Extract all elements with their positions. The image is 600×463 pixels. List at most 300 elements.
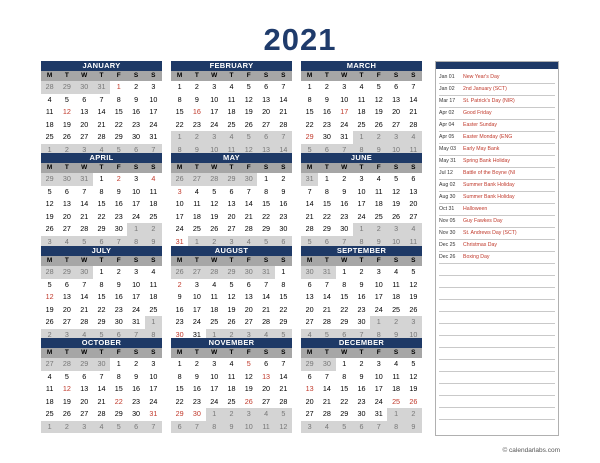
day-cell: 26 <box>45 224 54 233</box>
day-cell: 2 <box>324 82 329 91</box>
holiday-day: 16 <box>192 107 201 116</box>
holiday-date: Aug 02 <box>439 182 456 188</box>
weekday-label: T <box>64 164 69 171</box>
day-cell: 13 <box>305 292 314 301</box>
weekday-label: W <box>81 349 88 356</box>
day-cell: 6 <box>264 82 269 91</box>
day-cell: 15 <box>114 384 123 393</box>
day-cell: 11 <box>375 186 383 196</box>
overflow-day: 10 <box>206 144 223 157</box>
weekday-label: S <box>151 257 156 264</box>
weekday-label: W <box>211 72 218 79</box>
day-cell: 22 <box>114 119 123 129</box>
day-cell: 20 <box>80 119 89 129</box>
weekday-label: T <box>99 257 104 264</box>
overflow-day: 26 <box>171 266 188 279</box>
overflow-day: 2 <box>387 316 404 329</box>
day-cell: 13 <box>392 94 401 104</box>
day-cell: 3 <box>134 267 139 276</box>
day-cell: 6 <box>394 82 399 91</box>
weekday-header <box>41 256 162 266</box>
overflow-day: 4 <box>257 408 274 421</box>
day-cell: 15 <box>114 107 123 116</box>
overflow-day: 30 <box>240 266 257 279</box>
weekday-label: S <box>263 72 269 79</box>
overflow-day: 1 <box>370 316 387 329</box>
weekday-label: M <box>306 72 313 79</box>
day-cell: 7 <box>99 371 104 381</box>
day-cell: 20 <box>62 304 71 314</box>
overflow-day: 11 <box>257 421 274 434</box>
holiday-row <box>439 180 555 192</box>
weekday-label: F <box>116 164 121 171</box>
holiday-row <box>439 156 555 168</box>
day-cell: 20 <box>227 211 236 221</box>
overflow-day: 9 <box>405 421 422 434</box>
weekday-label: M <box>46 349 53 356</box>
holiday-row <box>439 144 555 156</box>
day-cell: 2 <box>342 174 347 183</box>
day-cell: 20 <box>262 107 271 116</box>
day-cell: 26 <box>374 119 383 129</box>
day-cell: 5 <box>376 82 381 91</box>
holiday-date: Jan 02 <box>439 86 455 92</box>
weekday-header <box>41 348 162 358</box>
blank-note-line <box>439 347 555 348</box>
day-cell: 18 <box>210 304 219 314</box>
month-november <box>171 338 292 433</box>
day-cell: 9 <box>134 94 139 104</box>
overflow-day: 7 <box>145 421 162 434</box>
weekday-label: T <box>194 257 199 264</box>
day-cell: 24 <box>149 119 158 129</box>
month-name: JANUARY <box>41 61 162 71</box>
weekday-label: T <box>324 164 329 171</box>
day-cell: 10 <box>132 186 141 196</box>
day-cell: 25 <box>149 211 158 221</box>
day-cell: 1 <box>177 359 182 368</box>
blank-note-line <box>439 287 555 288</box>
month-name: JUNE <box>301 153 422 163</box>
day-cell: 31 <box>192 329 201 339</box>
day-cell: 13 <box>62 292 71 301</box>
blank-note-line <box>439 383 555 384</box>
day-cell: 10 <box>175 199 184 208</box>
day-cell: 3 <box>212 359 217 368</box>
day-cell: 28 <box>80 224 89 233</box>
holiday-row <box>439 228 555 240</box>
day-cell: 28 <box>409 119 418 129</box>
day-cell: 23 <box>192 119 201 129</box>
holiday-day: 13 <box>305 384 314 393</box>
day-cell: 23 <box>357 304 366 314</box>
holiday-day: 22 <box>114 396 123 406</box>
day-cell: 29 <box>322 224 331 233</box>
day-cell: 5 <box>47 279 52 289</box>
day-cell: 12 <box>392 186 401 196</box>
holiday-day: 2 <box>177 279 182 289</box>
holiday-row <box>439 120 555 132</box>
day-cell: 16 <box>357 292 366 301</box>
day-cell: 9 <box>116 186 121 196</box>
overflow-day: 5 <box>257 236 274 249</box>
day-cell: 19 <box>244 384 253 393</box>
day-cell: 19 <box>45 304 54 314</box>
day-cell: 9 <box>134 371 139 381</box>
overflow-day: 27 <box>188 266 205 279</box>
holiday-day: 26 <box>409 396 418 406</box>
holiday-day: 12 <box>45 292 54 301</box>
day-cell: 28 <box>262 317 271 326</box>
holiday-day: 17 <box>340 107 349 116</box>
overflow-day: 1 <box>188 236 205 249</box>
day-cell: 21 <box>279 384 288 393</box>
weekday-label: F <box>376 164 381 171</box>
overflow-day: 4 <box>76 329 93 342</box>
day-cell: 6 <box>411 174 416 183</box>
day-cell: 26 <box>210 224 219 233</box>
day-cell: 24 <box>149 396 158 406</box>
day-cell: 20 <box>305 304 314 314</box>
overflow-day: 2 <box>223 408 240 421</box>
day-cell: 19 <box>210 211 219 221</box>
overflow-day: 7 <box>127 329 144 342</box>
day-cell: 14 <box>305 199 314 208</box>
overflow-day: 7 <box>336 144 353 157</box>
day-grid <box>41 81 162 156</box>
day-cell: 26 <box>45 317 54 326</box>
month-march <box>301 61 422 156</box>
weekday-label: M <box>306 164 313 171</box>
day-cell: 30 <box>132 409 141 418</box>
day-cell: 15 <box>322 199 331 208</box>
day-cell: 21 <box>322 396 331 406</box>
day-cell: 17 <box>374 292 383 301</box>
day-cell: 26 <box>409 304 418 314</box>
day-cell: 27 <box>62 317 71 326</box>
day-cell: 9 <box>359 279 364 289</box>
blank-note-line <box>439 323 555 324</box>
month-december <box>301 338 422 433</box>
day-cell: 1 <box>342 267 347 276</box>
overflow-day: 10 <box>240 421 257 434</box>
day-cell: 17 <box>149 107 158 116</box>
day-cell: 8 <box>99 186 104 196</box>
day-cell: 26 <box>62 409 71 418</box>
weekday-label: M <box>176 72 183 79</box>
weekday-label: S <box>281 257 286 264</box>
day-cell: 29 <box>114 409 123 418</box>
day-cell: 7 <box>246 186 251 196</box>
day-cell: 27 <box>262 119 271 129</box>
day-cell: 21 <box>244 211 253 221</box>
day-cell: 8 <box>342 371 347 381</box>
day-cell: 28 <box>244 224 253 233</box>
overflow-day: 8 <box>387 421 404 434</box>
overflow-day: 4 <box>223 131 240 144</box>
day-cell: 12 <box>374 94 383 104</box>
day-cell: 4 <box>229 82 234 91</box>
day-cell: 5 <box>212 186 217 196</box>
day-cell: 18 <box>227 107 236 116</box>
day-cell: 15 <box>175 107 184 116</box>
day-cell: 18 <box>357 107 366 116</box>
day-cell: 30 <box>322 132 331 141</box>
overflow-day: 30 <box>93 358 110 371</box>
day-cell: 30 <box>279 224 288 233</box>
day-cell: 17 <box>175 211 184 221</box>
holiday-day: 12 <box>62 384 71 393</box>
day-cell: 13 <box>244 292 253 301</box>
day-cell: 25 <box>210 317 219 326</box>
credit-text: © calendarlabs.com <box>502 447 560 454</box>
overflow-day: 2 <box>223 329 240 342</box>
day-cell: 16 <box>132 107 141 116</box>
day-cell: 23 <box>279 211 288 221</box>
day-cell: 24 <box>210 396 219 406</box>
day-cell: 22 <box>175 396 184 406</box>
overflow-day: 28 <box>41 81 58 94</box>
overflow-day: 30 <box>318 358 335 371</box>
weekday-label: S <box>411 257 416 264</box>
weekday-label: W <box>211 257 218 264</box>
overflow-day: 4 <box>58 236 75 249</box>
month-name: MAY <box>171 153 292 163</box>
overflow-day: 28 <box>58 358 75 371</box>
day-grid <box>41 358 162 433</box>
holiday-name: Spring Bank Holiday <box>463 158 511 164</box>
overflow-day: 5 <box>76 236 93 249</box>
month-name: APRIL <box>41 153 162 163</box>
day-cell: 18 <box>192 211 201 221</box>
overflow-day: 11 <box>405 144 422 157</box>
weekday-label: W <box>81 72 88 79</box>
weekday-label: T <box>359 72 364 79</box>
day-cell: 18 <box>149 199 158 208</box>
weekday-label: S <box>133 72 139 79</box>
overflow-day: 29 <box>41 173 58 186</box>
day-cell: 7 <box>324 371 329 381</box>
holiday-day: 3 <box>177 186 182 196</box>
weekday-label: T <box>359 349 364 356</box>
holiday-date: Apr 02 <box>439 110 455 116</box>
day-cell: 23 <box>322 119 331 129</box>
overflow-day: 9 <box>188 144 205 157</box>
weekday-label: S <box>263 349 269 356</box>
weekday-header <box>171 71 292 81</box>
day-cell: 3 <box>376 267 381 276</box>
weekday-label: S <box>151 72 156 79</box>
day-cell: 14 <box>322 292 331 301</box>
overflow-day: 30 <box>301 266 318 279</box>
overflow-day: 31 <box>76 173 93 186</box>
overflow-day: 5 <box>301 144 318 157</box>
holiday-name: Easter Monday (ENG <box>463 134 513 140</box>
day-cell: 10 <box>374 279 383 289</box>
weekday-label: S <box>133 164 139 171</box>
day-cell: 29 <box>97 224 106 233</box>
holiday-name: New Year's Day <box>463 74 500 80</box>
overflow-day: 29 <box>223 266 240 279</box>
day-cell: 1 <box>99 174 104 183</box>
day-cell: 23 <box>357 396 366 406</box>
month-name: DECEMBER <box>301 338 422 348</box>
weekday-label: M <box>176 349 183 356</box>
day-cell: 27 <box>392 119 401 129</box>
day-cell: 15 <box>97 199 106 208</box>
day-cell: 11 <box>45 384 54 393</box>
holiday-date: May 03 <box>439 146 457 152</box>
day-cell: 7 <box>264 279 269 289</box>
weekday-label: S <box>411 164 416 171</box>
day-cell: 21 <box>80 211 89 221</box>
day-cell: 20 <box>262 384 271 393</box>
overflow-day: 4 <box>301 329 318 342</box>
day-cell: 14 <box>279 371 288 381</box>
day-cell: 25 <box>45 409 54 418</box>
overflow-day: 1 <box>41 144 58 157</box>
day-cell: 13 <box>62 199 71 208</box>
blank-note-line <box>439 419 555 420</box>
day-cell: 7 <box>281 82 286 91</box>
weekday-label: S <box>133 257 139 264</box>
overflow-day: 6 <box>336 329 353 342</box>
month-february <box>171 61 292 156</box>
weekday-header <box>171 163 292 173</box>
day-cell: 1 <box>264 174 269 183</box>
day-cell: 14 <box>97 384 106 393</box>
day-cell: 1 <box>281 267 286 276</box>
day-cell: 19 <box>244 107 253 116</box>
day-cell: 10 <box>357 186 366 196</box>
day-cell: 29 <box>340 317 349 326</box>
day-cell: 24 <box>210 119 219 129</box>
holiday-day: 31 <box>149 409 158 418</box>
weekday-label: S <box>133 349 139 356</box>
holiday-row <box>439 240 555 252</box>
weekday-label: T <box>99 72 104 79</box>
day-cell: 1 <box>99 267 104 276</box>
weekday-label: S <box>263 164 269 171</box>
day-cell: 14 <box>244 199 253 208</box>
weekday-label: F <box>376 72 381 79</box>
holiday-row <box>439 96 555 108</box>
day-cell: 22 <box>340 396 349 406</box>
weekday-label: W <box>211 349 218 356</box>
day-grid <box>171 81 292 156</box>
day-cell: 22 <box>262 211 271 221</box>
day-cell: 16 <box>114 292 123 301</box>
day-cell: 14 <box>322 384 331 393</box>
overflow-day: 5 <box>275 329 292 342</box>
overflow-day: 4 <box>240 236 257 249</box>
weekday-label: S <box>393 349 399 356</box>
day-cell: 28 <box>305 224 314 233</box>
day-grid <box>41 173 162 248</box>
day-cell: 21 <box>305 211 314 221</box>
day-cell: 19 <box>62 119 71 129</box>
day-cell: 11 <box>227 371 236 381</box>
overflow-day: 2 <box>145 223 162 236</box>
day-cell: 6 <box>82 94 87 104</box>
overflow-day: 30 <box>240 173 257 186</box>
weekday-label: S <box>281 164 286 171</box>
holiday-row <box>439 252 555 264</box>
day-cell: 21 <box>262 304 271 314</box>
month-august <box>171 246 292 341</box>
day-cell: 4 <box>212 279 217 289</box>
day-cell: 20 <box>244 304 253 314</box>
weekday-label: S <box>393 257 399 264</box>
day-cell: 2 <box>194 82 199 91</box>
overflow-day: 4 <box>405 131 422 144</box>
holiday-name: St. Patrick's Day (NIR) <box>463 98 515 104</box>
day-cell: 25 <box>374 211 383 221</box>
day-cell: 29 <box>114 132 123 141</box>
holiday-date: Dec 26 <box>439 254 456 260</box>
overflow-day: 12 <box>240 144 257 157</box>
weekday-label: M <box>306 257 313 264</box>
day-cell: 11 <box>392 371 400 381</box>
day-cell: 16 <box>114 199 123 208</box>
day-cell: 10 <box>149 94 158 104</box>
overflow-day: 7 <box>275 131 292 144</box>
day-cell: 10 <box>192 292 201 301</box>
day-cell: 15 <box>305 107 314 116</box>
day-cell: 25 <box>392 304 401 314</box>
day-cell: 2 <box>194 359 199 368</box>
day-cell: 4 <box>194 186 199 196</box>
weekday-label: W <box>81 164 88 171</box>
holiday-day: 2 <box>116 174 121 183</box>
day-cell: 28 <box>322 317 331 326</box>
day-cell: 16 <box>357 384 366 393</box>
weekday-label: W <box>211 164 218 171</box>
weekday-label: F <box>116 257 121 264</box>
day-cell: 31 <box>374 409 383 418</box>
holiday-date: Jan 01 <box>439 74 455 80</box>
weekday-label: F <box>246 164 251 171</box>
day-cell: 16 <box>132 384 141 393</box>
day-cell: 10 <box>340 94 349 104</box>
weekday-label: M <box>46 257 53 264</box>
holiday-row <box>439 204 555 216</box>
day-cell: 22 <box>279 304 288 314</box>
day-cell: 12 <box>227 292 236 301</box>
day-cell: 27 <box>80 409 89 418</box>
overflow-day: 8 <box>370 329 387 342</box>
overflow-day: 31 <box>257 266 274 279</box>
day-cell: 6 <box>307 371 312 381</box>
overflow-day: 3 <box>223 236 240 249</box>
day-cell: 5 <box>394 174 399 183</box>
day-cell: 24 <box>175 224 184 233</box>
day-cell: 28 <box>97 132 106 141</box>
day-cell: 25 <box>227 396 236 406</box>
holiday-day: 5 <box>246 359 251 368</box>
overflow-day: 5 <box>110 144 127 157</box>
day-cell: 3 <box>151 82 156 91</box>
overflow-day: 1 <box>145 316 162 329</box>
weekday-label: S <box>393 164 399 171</box>
day-cell: 15 <box>175 384 184 393</box>
day-cell: 8 <box>177 94 182 104</box>
overflow-day: 29 <box>58 81 75 94</box>
weekday-header <box>301 71 422 81</box>
day-cell: 4 <box>394 359 399 368</box>
blank-note-line <box>439 407 555 408</box>
overflow-day: 3 <box>76 421 93 434</box>
